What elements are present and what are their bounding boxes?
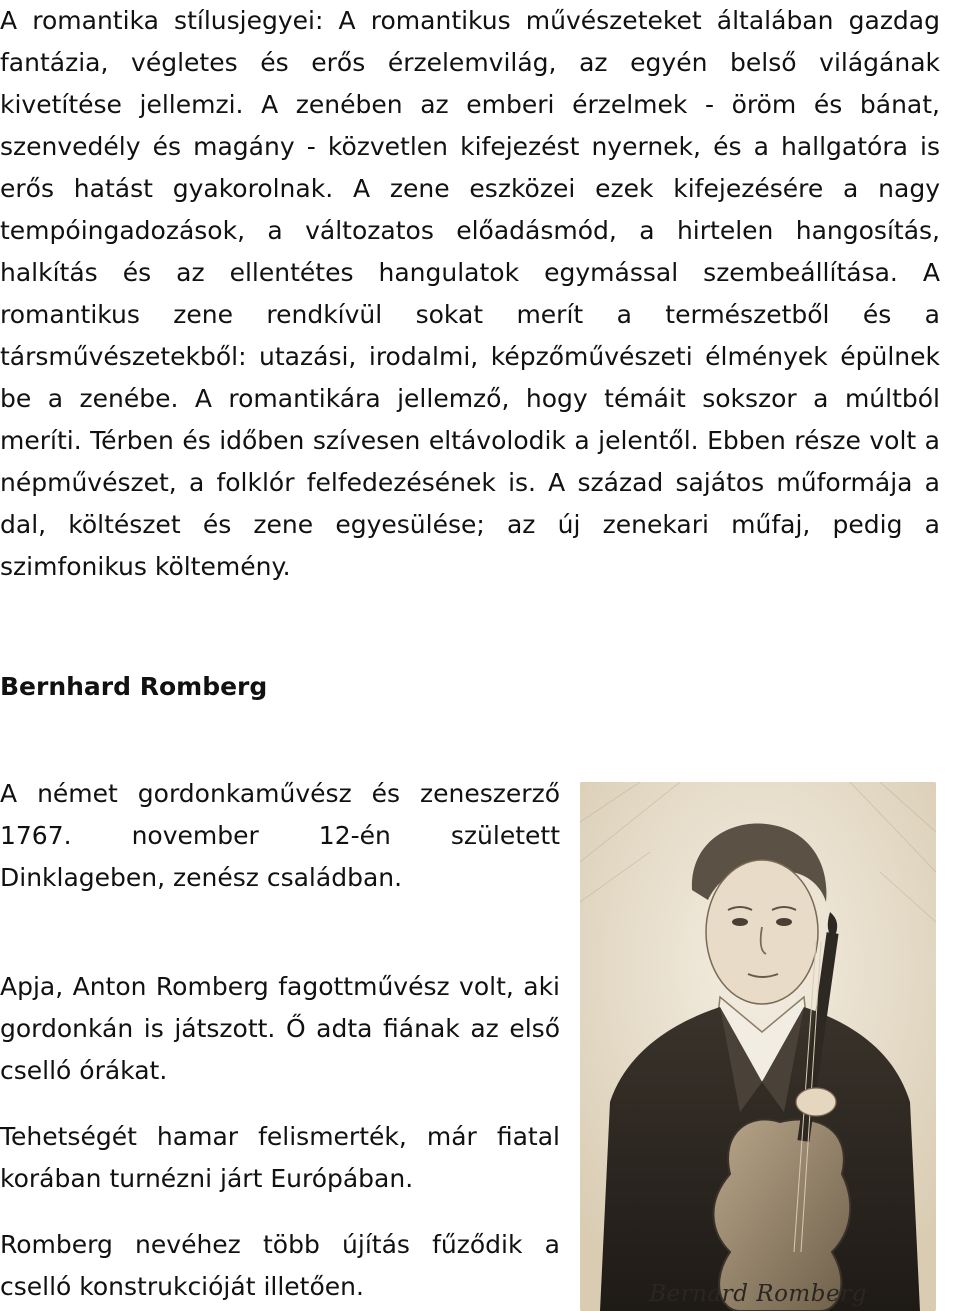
bio-paragraph-talent: Tehetségét hamar felismerték, már fiatal korában turnézni járt Európában. — [0, 1122, 560, 1193]
bio-paragraph-innovation: Romberg nevéhez több újítás fűződik a cselló konstrukcióját illetően. — [0, 1230, 560, 1301]
bio-paragraph-birth: A német gordonkaművész és zeneszerző 1767. november 12-én született Dinklageben, zenész családban. — [0, 779, 560, 892]
portrait-engraving — [580, 782, 936, 1311]
portrait-illustration — [580, 782, 936, 1311]
portrait-signature: Bernard Romberg — [649, 1281, 867, 1307]
intro-paragraph: A romantika stílusjegyei: A romantikus művészeteket általában gazdag fantázia, végletes és erős érzelemvilág, az egyén belső világának kivetítése jellemzi. A zenében az emberi érzelmek - öröm és bánat, szenvedély és magány - közvetlen kifejezést nyernek, és a hallgatóra is erős hatást gyakorolnak. A zene eszközei ezek kifejezésére a nagy tempóingadozások, a változatos előadásmód, a hirtelen hangosítás, halkítás és az ellentétes hangulatok egymással szembeállítása. A romantikus zene rendkívül sokat merít a természetből és a társművészetekből: utazási, irodalmi, képzőművészeti élmények épülnek be a zenébe. A romantikára jellemző, hogy témáit sokszor a múltból meríti. Térben és időben szívesen eltávolodik a jelentől. Ebben része volt a népművészet, a folklór felfedezésének is. A század sajátos műformája a dal, költészet és zene egyesülése; az új zenekari műfaj, pedig a szimfonikus költemény. — [0, 6, 940, 581]
section-heading: Bernhard Romberg — [0, 672, 268, 701]
bio-paragraph-father: Apja, Anton Romberg fagottművész volt, aki gordonkán is játszott. Ő adta fiának az első cselló órákat. — [0, 972, 560, 1085]
